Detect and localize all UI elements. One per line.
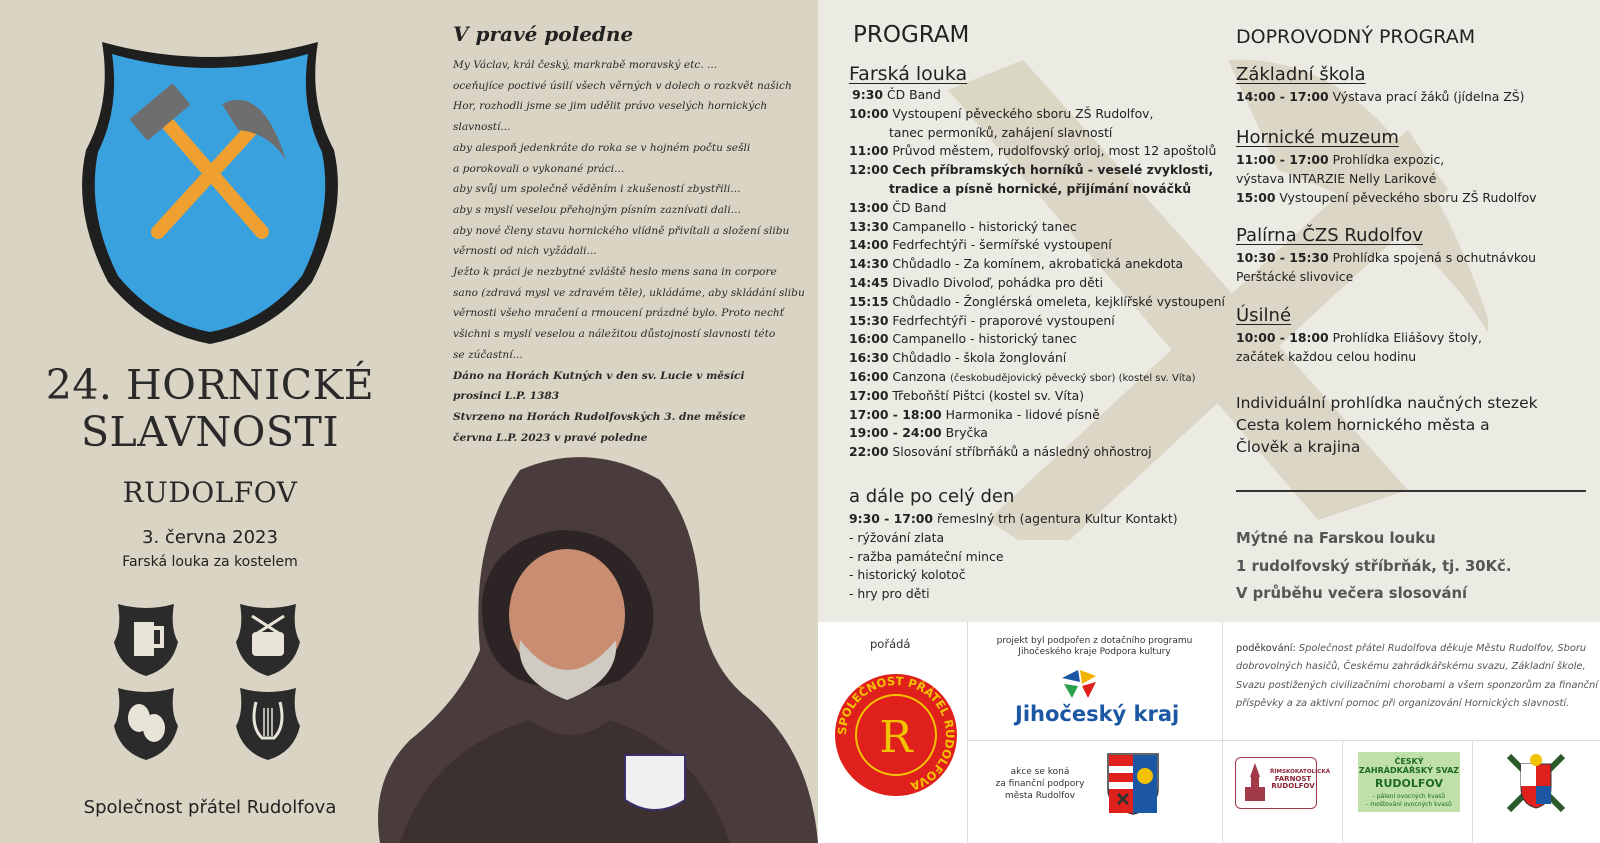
schedule-time: 16:30: [849, 350, 889, 366]
society-seal-icon: [833, 672, 959, 798]
toll-info: [1236, 525, 1511, 608]
jihocesky-kraj-name: Jihočeský kraj: [1015, 702, 1180, 726]
schedule-text: Vystoupení pěveckého sboru ZŠ Rudolfov,: [892, 105, 1154, 121]
schedule-text: Chůdadlo - Žonglérská omeleta, kejklířské vystoupení: [892, 293, 1225, 309]
schedule-time: 10:00: [849, 105, 889, 121]
proclamation-line: aby alespoň jedenkráte do roka se v hojném počtu sešli: [453, 141, 751, 154]
schedule-time: 11:00: [849, 143, 889, 159]
schedule-row: [849, 349, 1225, 368]
proclamation-line: Hor, rozhodli jsme se jim udělit právo veselých hornických: [453, 100, 768, 113]
schedule-text: ČD Band: [886, 87, 941, 102]
side-line: [1236, 348, 1482, 367]
schedule-text: Fedrfechtýři - šermířské vystoupení: [892, 237, 1112, 253]
side-section-title: Základní škola: [1236, 64, 1366, 85]
festival-venue: Farská louka za kostelem: [122, 554, 298, 570]
schedule-time: 16:00: [849, 331, 889, 347]
side-section-lines: [1236, 249, 1536, 287]
proclamation-line: My Václav, král český, markrabě moravský etc. ...: [453, 59, 718, 71]
schedule-text: tradice a písně hornické, přijímání nováčků: [889, 180, 1192, 196]
schedule-row: [849, 368, 1225, 387]
thanks-text-line: Společnost přátel Rudolfova děkuje Městu Rudolfov, Sboru: [1295, 643, 1587, 654]
trail-line: Cesta kolem hornického města a: [1236, 416, 1490, 434]
schedule-time: 12:00: [849, 162, 889, 178]
side-line: [1236, 189, 1537, 208]
side-line-time: 10:30 - 15:30: [1236, 250, 1329, 265]
schedule-row: [849, 180, 1225, 199]
proclamation-line: sano (zdravá mysl ve zdravém těle), ukládáme, aby skládání slibu: [453, 286, 805, 299]
schedule-row: [849, 218, 1225, 237]
all-day-title: a dále po celý den: [849, 486, 1015, 507]
trails-info: [1236, 392, 1538, 458]
czs-line-2: ZAHRÁDKÁŘSKÝ SVAZ: [1358, 766, 1460, 775]
thanks-text-line: Svazu postižených civilizačními chorobami a všem sponzorům za finanční: [1236, 679, 1598, 691]
proclamation-line: Ježto k práci je nezbytné zvláště heslo mens sana in corpore: [453, 266, 777, 279]
schedule-text: Průvod městem, rudolfovský orloj, most 12 apoštolů: [892, 143, 1217, 159]
side-line: [1236, 88, 1525, 107]
czs-line-5: - moštování ovocných kvasů: [1366, 801, 1452, 808]
thanks-line: [1236, 658, 1591, 676]
schedule-text: ČD Band: [892, 199, 947, 215]
schedule-row: [849, 330, 1225, 349]
proclamation-closing-line: června L.P. 2023 v pravé poledne: [453, 431, 648, 444]
side-line-text: Perštácké slivovice: [1236, 268, 1354, 284]
side-line-time: 11:00 - 17:00: [1236, 152, 1329, 167]
proclamation-line: aby svůj um společně věděním i zkušeností zbystřili...: [453, 183, 741, 196]
schedule-text: Chůdadlo - Za komínem, akrobatická anekdota: [892, 256, 1184, 272]
proclamation-line: aby nové členy stavu hornického vlídně přivítali a složení slibu: [453, 224, 790, 237]
schedule-row: [849, 199, 1225, 218]
organizer-label: pořádá: [870, 637, 911, 651]
side-line-text: Prohlídka spojená s ochutnávkou: [1332, 250, 1537, 265]
schedule-text: Chůdadlo - škola žonglování: [892, 350, 1067, 366]
side-line: [1236, 249, 1536, 268]
coat-of-arms-shield-icon: [72, 32, 348, 350]
schedule-time: 15:30: [849, 312, 889, 328]
schedule-text: Campanello - historický tanec: [892, 218, 1077, 234]
side-line-time: 14:00 - 17:00: [1236, 89, 1329, 104]
jihocesky-kraj-logo-icon: [1058, 668, 1100, 700]
schedule-time: 13:00: [849, 199, 889, 215]
trail-line: Člověk a krajina: [1236, 438, 1361, 456]
all-day-item: - historický kolotoč: [849, 567, 966, 583]
schedule-row: [849, 124, 1225, 143]
schedule-note: (českobudějovický pěvecký sbor) (kostel sv. Víta): [950, 372, 1196, 384]
thanks-line: [1236, 640, 1591, 658]
venue-farska-louka: Farská louka: [849, 63, 968, 85]
proclamation-line: aby s myslí veselou přehojným písním zaznívati dali...: [453, 203, 741, 216]
proclamation-line: všichni s myslí veselou a náležitou důstojností slavnosti této: [453, 328, 776, 341]
schedule-time: 15:15: [849, 293, 889, 309]
rudolfov-town-arms-icon: [1106, 752, 1160, 816]
society-name: Společnost přátel Rudolfova: [83, 797, 337, 818]
czs-line-3: RUDOLFOV: [1375, 777, 1443, 790]
schedule-time: 14:30: [849, 256, 889, 272]
side-section-lines: [1236, 88, 1525, 107]
thanks-text: [1236, 640, 1598, 713]
thanks-text-line: dobrovolných hasičů, Českému zahrádkářskému svazu, Základní škole,: [1236, 661, 1586, 673]
thanks-line: [1236, 695, 1591, 713]
side-line-text: Výstava prací žáků (jídelna ZŠ): [1332, 89, 1525, 104]
side-line-text: výstava INTARZIE Nelly Larikové: [1236, 170, 1437, 186]
proclamation-closing-line: Dáno na Horách Kutných v den sv. Lucie v měsíci: [453, 369, 745, 382]
town-support-note: akce se koná za finanční podpory města Rudolfov: [995, 767, 1085, 801]
proclamation-line: slavností...: [453, 121, 511, 134]
seal-letter: R: [879, 712, 913, 763]
all-day-item: - ražba památeční mince: [849, 548, 1004, 564]
thanks-line: [1236, 677, 1598, 695]
side-line-text: Prohlídka Eliášovy štoly,: [1332, 330, 1482, 345]
side-line: [1236, 268, 1536, 287]
schedule-text: Třeboňští Pištci (kostel sv. Víta): [892, 387, 1085, 403]
seal-text: SPOLEČNOST PŘÁTEL RUDOLFOVA: [834, 673, 958, 794]
schedule-row: [849, 424, 1225, 443]
proclamation-line: se zúčastní...: [453, 348, 523, 361]
all-day-item: - rýžování zlata: [849, 529, 945, 545]
schedule-row: [849, 86, 1225, 105]
side-section-lines: [1236, 329, 1482, 367]
toll-line: 1 rudolfovský stříbrňák, tj. 30Kč.: [1236, 557, 1512, 575]
side-section-lines: [1236, 151, 1537, 207]
program-schedule: [849, 86, 1225, 462]
toll-line: V průběhu večera slosování: [1236, 585, 1468, 602]
schedule-time: 16:00: [849, 368, 889, 384]
schedule-time: 22:00: [849, 444, 889, 460]
toll-line: Mýtné na Farskou louku: [1236, 530, 1436, 547]
schedule-text: Harmonika - lidové písně: [945, 406, 1100, 422]
proclamation-line: oceňujíce poctivé úsilí všech věrných v dolech o rozkvět našich: [453, 79, 792, 92]
hooded-miner-photo: [370, 450, 818, 843]
festival-date: 3. června 2023: [142, 527, 278, 548]
schedule-time: 9:30: [852, 87, 883, 102]
drum-icon: [232, 598, 304, 680]
trail-line: Individuální prohlídka naučných stezek: [1236, 394, 1538, 412]
side-line: [1236, 151, 1537, 170]
grant-note: projekt byl podpořen z dotačního programu Jihočeského kraje Podpora kultury: [996, 636, 1193, 657]
schedule-text: Campanello - historický tanec: [892, 331, 1077, 347]
mining-guild-emblem-icon: [1505, 752, 1567, 814]
thanks-label: poděkování:: [1236, 643, 1296, 654]
schedule-text: Fedrfechtýři - praporové vystoupení: [892, 312, 1115, 328]
proclamation-lines: [453, 55, 813, 366]
schedule-time: 13:30: [849, 218, 889, 234]
side-line-time: 15:00: [1236, 189, 1276, 205]
program-title: PROGRAM: [853, 22, 970, 48]
schedule-row: [849, 105, 1225, 124]
side-line-text: Prohlídka expozic,: [1332, 152, 1445, 167]
schedule-time: 14:45: [849, 274, 889, 290]
church-icon: [1243, 763, 1267, 803]
schedule-row: [849, 255, 1225, 274]
thanks-text-line: příspěvky a za aktivní pomoc při organizování Hornických slavností.: [1236, 697, 1570, 709]
all-day-item: - hry pro děti: [849, 586, 930, 602]
side-line-text: Vystoupení pěveckého sboru ZŠ Rudolfov: [1279, 189, 1537, 205]
schedule-text: Divadlo Divoloď, pohádka pro děti: [892, 274, 1104, 290]
side-line: [1236, 170, 1537, 189]
divider-line: [1236, 490, 1586, 492]
proclamation-line: věrnosti od nich vyžádali...: [453, 245, 597, 258]
side-line: [1236, 329, 1482, 348]
schedule-text: tanec permoníků, zahájení slavností: [889, 124, 1113, 140]
proclamation-line: věrnosti všeho mračení a rmoucení prázdné bylo. Proto nechť: [453, 307, 784, 320]
theatre-masks-icon: [110, 682, 182, 764]
schedule-time: 17:00 - 18:00: [849, 406, 942, 422]
czs-line-4: - pálení ovocných kvasů: [1372, 793, 1446, 800]
schedule-time: 14:00: [849, 237, 889, 253]
proclamation-closing: [453, 366, 813, 449]
schedule-row: [849, 142, 1225, 161]
side-section-title: Hornické muzeum: [1236, 127, 1399, 148]
schedule-time: 17:00: [849, 387, 889, 403]
czs-line-1: ČESKÝ: [1394, 757, 1424, 766]
festival-title: 24. HORNICKÉ SLAVNOSTI: [45, 361, 375, 456]
schedule-time: 19:00 - 24:00: [849, 425, 942, 441]
side-line-text: začátek každou celou hodinu: [1236, 348, 1417, 364]
schedule-text: Bryčka: [945, 425, 988, 441]
all-day-time: 9:30 - 17:00: [849, 511, 934, 526]
town-name: RUDOLFOV: [122, 476, 298, 509]
schedule-text: Cech příbramských horníků - veselé zvyklosti,: [892, 162, 1214, 178]
proclamation-closing-line: prosinci L.P. 1383: [453, 390, 560, 403]
schedule-row: [849, 293, 1225, 312]
side-line-time: 10:00 - 18:00: [1236, 330, 1329, 345]
proclamation-line: a porokovali o vykonané práci...: [453, 162, 625, 175]
schedule-row: [849, 406, 1225, 425]
proclamation-title: V pravé poledne: [453, 22, 634, 46]
proclamation-closing-line: Stvrzeno na Horách Rudolfovských 3. dne měsíce: [453, 410, 746, 423]
schedule-row: [849, 387, 1225, 406]
lyre-icon: [232, 682, 304, 764]
farnost-text: ŘÍMSKOKATOLICKÁ FARNOST RUDOLFOV: [1270, 769, 1331, 790]
side-section-title: Palírna ČZS Rudolfov: [1236, 225, 1423, 246]
all-day-list: [849, 510, 1178, 604]
schedule-text: Canzona: [892, 368, 947, 384]
schedule-text: Slosování stříbrňáků a následný ohňostroj: [892, 444, 1152, 460]
all-day-items: [849, 529, 1178, 604]
schedule-row: [849, 161, 1225, 180]
schedule-row: [849, 236, 1225, 255]
side-section-title: Úsilné: [1236, 305, 1292, 326]
schedule-row: [849, 274, 1225, 293]
side-program-title: DOPROVODNÝ PROGRAM: [1236, 26, 1476, 48]
beer-mug-icon: [110, 598, 182, 680]
all-day-main: řemeslný trh (agentura Kultur Kontakt): [936, 511, 1178, 526]
schedule-row: [849, 443, 1225, 462]
proclamation-text: [453, 55, 813, 448]
schedule-row: [849, 312, 1225, 331]
